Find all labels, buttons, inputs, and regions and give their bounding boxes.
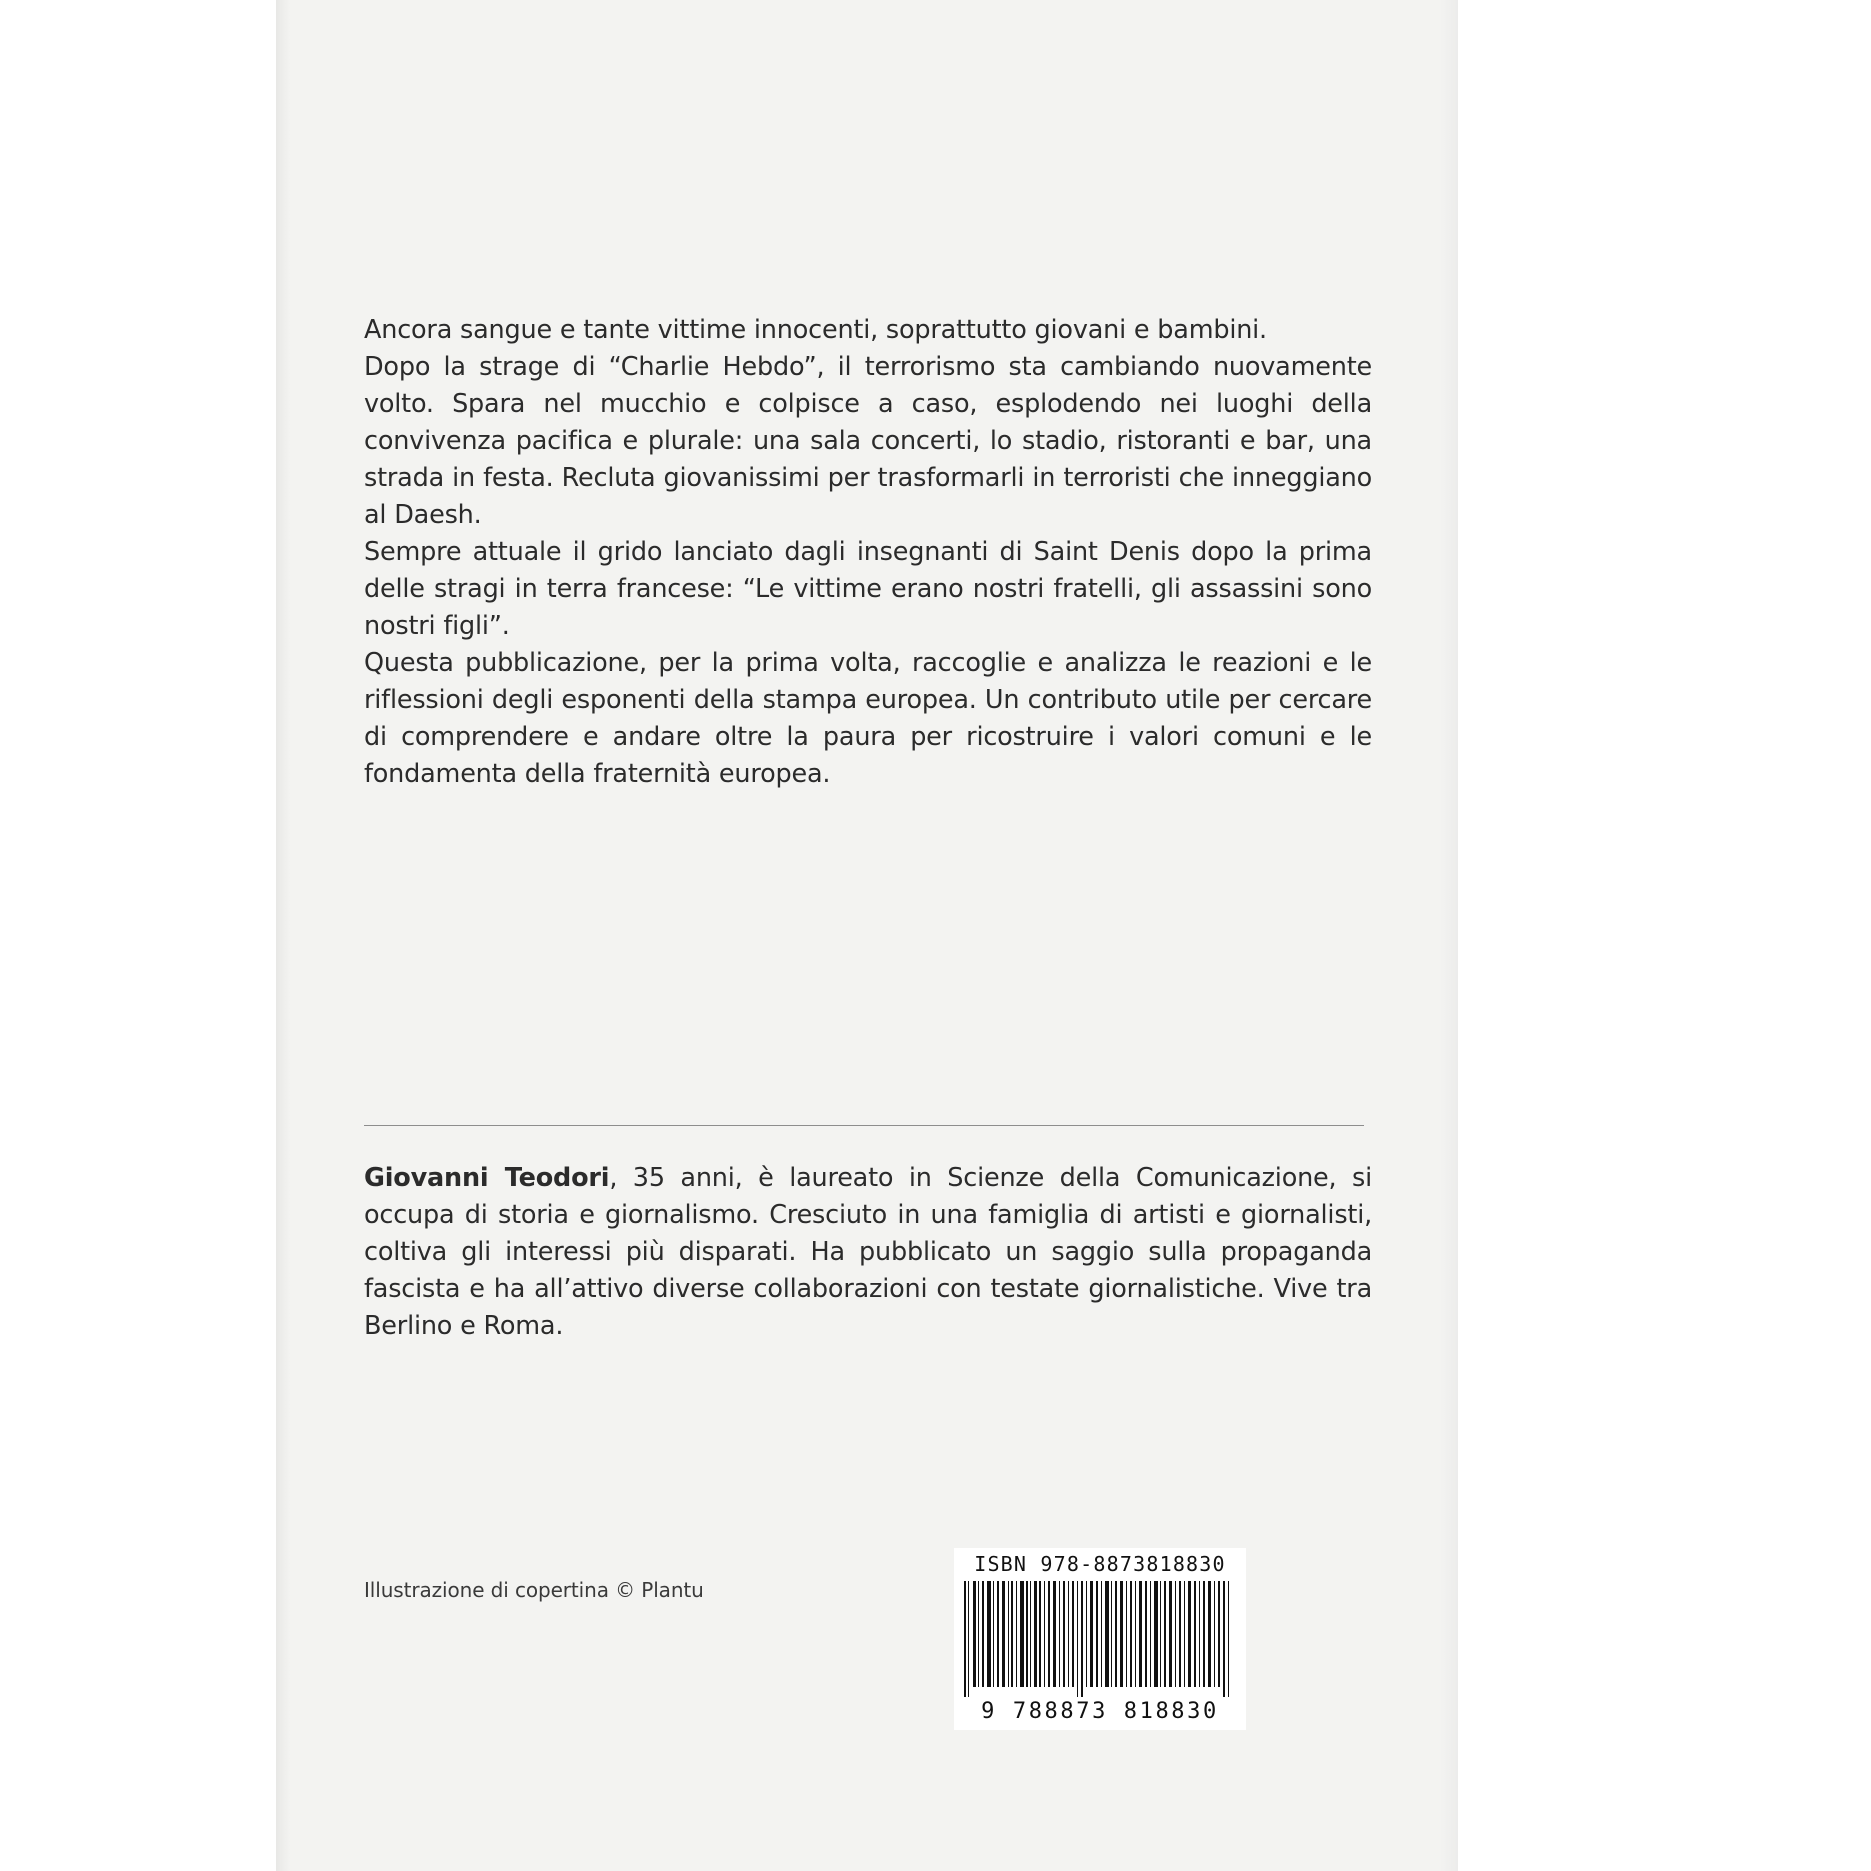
cover-illustration-credit: Illustrazione di copertina © Plantu	[364, 1578, 704, 1602]
barcode-digits: 9 788873 818830	[981, 1699, 1219, 1724]
book-back-cover	[276, 0, 1458, 1871]
author-bio	[364, 1160, 1372, 1345]
isbn-barcode	[954, 1548, 1246, 1730]
blurb-text	[364, 312, 1372, 793]
blurb-paragraph-3: Sempre attuale il grido lanciato dagli insegnanti di Saint Denis dopo la prima delle stragi in terra francese: “Le vittime erano nostri fratelli, gli assassini sono nostri figli”.	[364, 537, 1372, 641]
author-bio-text: , 35 anni, è laureato in Scienze della Comunicazione, si occupa di storia e giornalismo. Cresciuto in una famiglia di artisti e giornalisti, coltiva gli interessi più disparati. Ha pubblicato un saggio sulla propaganda fascista e ha all’attivo diverse collaborazioni con testate giornalistiche. Vive tra Berlino e Roma.	[364, 1163, 1372, 1341]
author-name: Giovanni Teodori	[364, 1163, 610, 1193]
barcode-bars	[960, 1581, 1240, 1697]
horizontal-divider	[364, 1125, 1364, 1126]
blurb-paragraph-4: Questa pubblicazione, per la prima volta, raccoglie e analizza le reazioni e le riflessioni degli esponenti della stampa europea. Un contributo utile per cercare di comprendere e andare oltre la paura per ricostruire i valori comuni e le fondamenta della fraternità europea.	[364, 648, 1372, 789]
isbn-number-label: ISBN 978-8873818830	[974, 1552, 1226, 1576]
blurb-paragraph-1: Ancora sangue e tante vittime innocenti, soprattutto giovani e bambini.	[364, 315, 1267, 345]
blurb-paragraph-2: Dopo la strage di “Charlie Hebdo”, il terrorismo sta cambiando nuovamente volto. Spara nel mucchio e colpisce a caso, esplodendo nei luoghi della convivenza pacifica e plurale: una sala concerti, lo stadio, ristoranti e bar, una strada in festa. Recluta giovanissimi per trasformarli in terroristi che inneggiano al Daesh.	[364, 352, 1372, 530]
